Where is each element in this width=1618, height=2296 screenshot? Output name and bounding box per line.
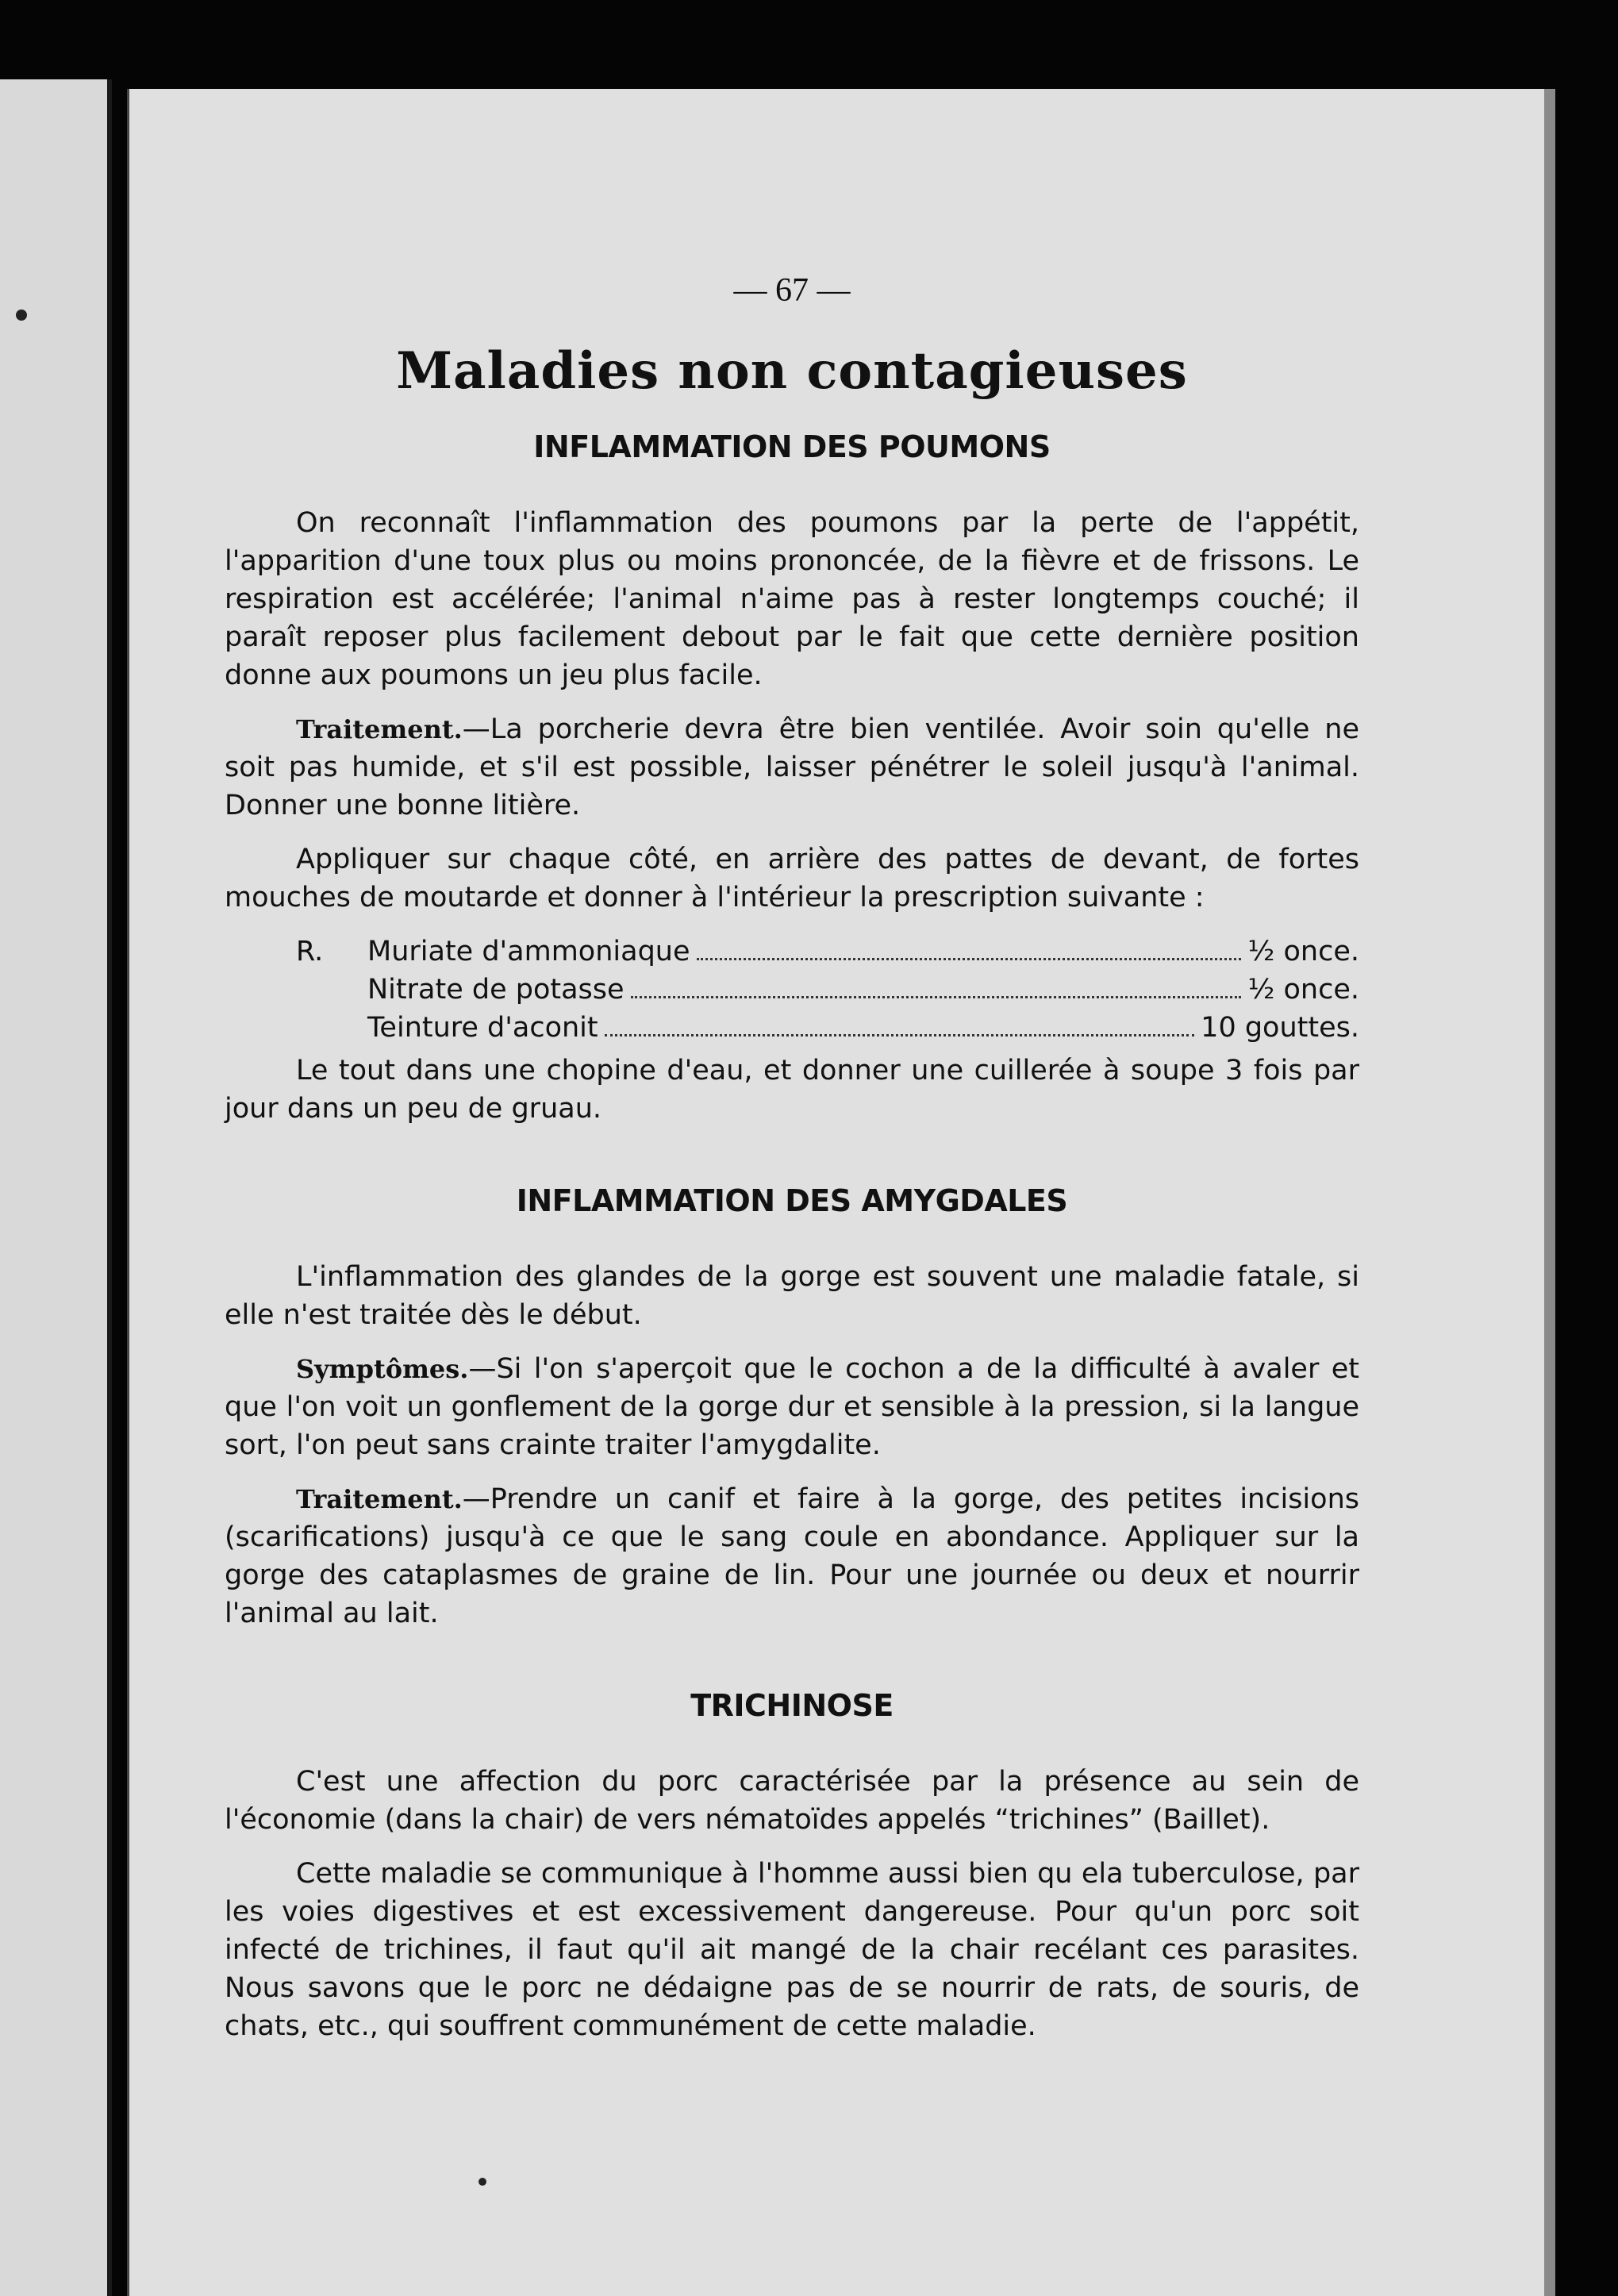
paragraph: [225, 1855, 1359, 2045]
prescription-prefix: R.: [296, 936, 324, 967]
ingredient-quantity: ½ once.: [1247, 974, 1359, 1006]
prescription-list: [225, 933, 1359, 1047]
dot-leader: [631, 996, 1242, 998]
facing-page-edge: [0, 79, 112, 2296]
dot-leader: [697, 958, 1242, 960]
paragraph: [225, 840, 1359, 917]
paragraph: [225, 1350, 1359, 1464]
ingredient-name: Nitrate de potasse: [367, 974, 625, 1006]
section-spacer: [225, 1648, 1359, 1688]
paragraph: [225, 710, 1359, 825]
section-heading-trichinose: TRICHINOSE: [690, 1688, 894, 1723]
paragraph-lead: Traitement.: [296, 714, 463, 744]
paragraph-lead: Symptômes.: [296, 1354, 469, 1384]
prescription-item: [225, 933, 1359, 971]
paragraph-text: —Si l'on s'aperçoit que le cochon a de la difficulté à avaler et que l'on voit un gonflement de la gorge dur et sensible à la pression, si la langue sort, l'on peut sans crainte traiter l'amygdalite.: [225, 1353, 1359, 1461]
ink-dot: [478, 2178, 486, 2186]
page-title: Maladies non contagieuses: [396, 341, 1188, 401]
prescription-item: [225, 1009, 1359, 1047]
section-heading-poumons: INFLAMMATION DES POUMONS: [533, 429, 1051, 464]
ingredient-name: Teinture d'aconit: [367, 1012, 598, 1044]
paragraph-text: C'est une affection du porc caractérisée par la présence au sein de l'économie (dans la chair) de vers nématoïdes appelés “trichines” (Baillet).: [225, 1766, 1359, 1836]
paragraph: [225, 1258, 1359, 1334]
ingredient-name: Muriate d'ammoniaque: [367, 936, 690, 967]
prescription-item: [225, 971, 1359, 1009]
paragraph: [225, 1480, 1359, 1633]
paragraph-text: On reconnaît l'inflammation des poumons par la perte de l'appétit, l'apparition d'une toux plus ou moins prononcée, de la fièvre et de frissons. Le respiration est accélérée; l'animal n'aime pas à rester longtemps couché; il paraît reposer plus facilement debout par le fait que cette dernière position donne aux poumons un jeu plus facile.: [225, 507, 1359, 691]
book-page: [127, 89, 1555, 2296]
ink-dot: [16, 310, 27, 321]
ingredient-quantity: ½ once.: [1247, 936, 1359, 967]
paragraph: Le tout dans une chopine d'eau, et donner une cuillerée à soupe 3 fois par jour dans un peu de gruau.: [225, 1055, 1359, 1125]
section-heading-amygdales: INFLAMMATION DES AMYGDALES: [516, 1183, 1068, 1218]
paragraph-text: —La porcherie devra être bien ventilée. Avoir soin qu'elle ne soit pas humide, et s'il est possible, laisser pénétrer le soleil jusqu'à l'animal. Donner une bonne litière.: [225, 713, 1359, 821]
page-number: — 67 —: [733, 272, 851, 309]
paragraph: [225, 504, 1359, 694]
page-content: [225, 271, 1359, 2061]
section-spacer: [225, 1144, 1359, 1183]
paragraph-text: L'inflammation des glandes de la gorge est souvent une maladie fatale, si elle n'est traitée dès le début.: [225, 1261, 1359, 1331]
paragraph-text: Cette maladie se communique à l'homme aussi bien qu ela tuberculose, par les voies digestives et est excessivement dangereuse. Pour qu'un porc soit infecté de trichines, il faut qu'il ait mangé de la chair recélant ces parasites. Nous savons que le porc ne dédaigne pas de se nourrir de rats, de souris, de chats, etc., qui souffrent communément de cette maladie.: [225, 1858, 1359, 2042]
paragraph-lead: Traitement.: [296, 1484, 463, 1514]
dot-leader: [605, 1034, 1195, 1036]
ingredient-quantity: 10 gouttes.: [1201, 1012, 1359, 1044]
paragraph-text: Appliquer sur chaque côté, en arrière des pattes de devant, de fortes mouches de moutarde et donner à l'intérieur la prescription suivante :: [225, 844, 1359, 913]
paragraph: [225, 1763, 1359, 1839]
paragraph-text: —Prendre un canif et faire à la gorge, des petites incisions (scarifications) jusqu'à ce que le sang coule en abondance. Appliquer sur la gorge des cataplasmes de graine de lin. Pour une journée ou deux et nourrir l'animal au lait.: [225, 1483, 1359, 1629]
